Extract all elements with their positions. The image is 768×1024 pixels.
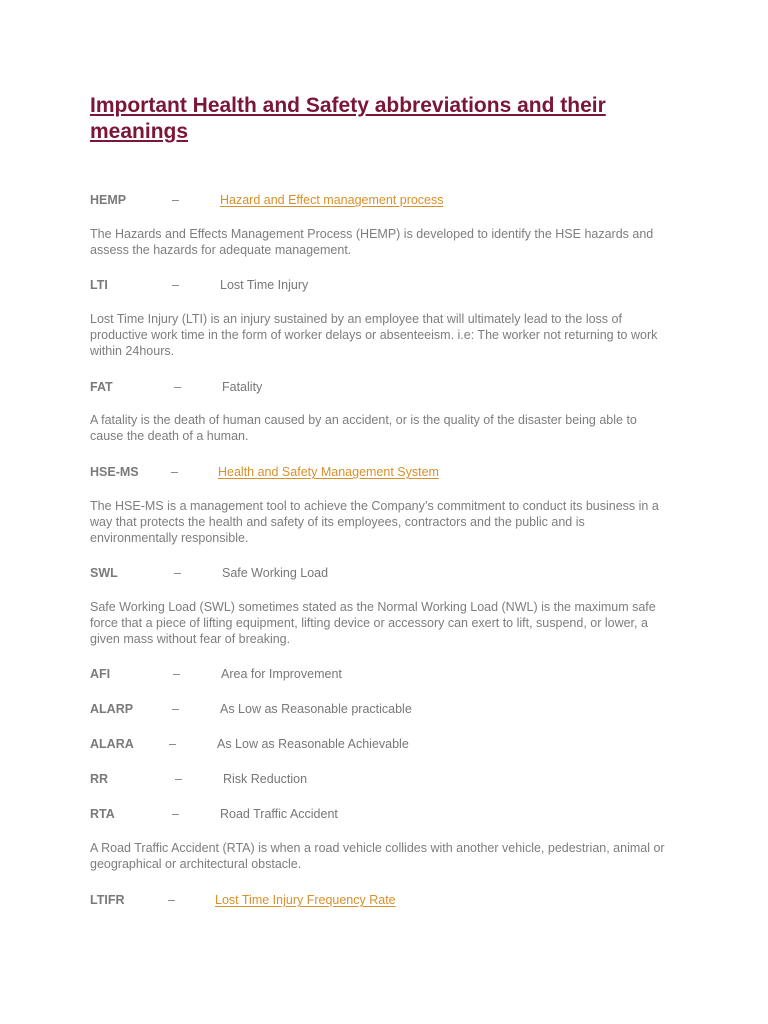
abbr-term: RTA xyxy=(90,807,115,821)
abbr-meaning: Road Traffic Accident xyxy=(220,807,338,821)
abbr-meaning: Safe Working Load xyxy=(222,566,329,580)
abbr-dash: – xyxy=(171,465,178,479)
abbr-term: FAT xyxy=(90,380,113,394)
abbr-dash: – xyxy=(172,193,179,207)
abbr-dash: – xyxy=(174,380,181,394)
abbr-term: AFI xyxy=(90,667,111,681)
abbr-dash: – xyxy=(173,667,180,681)
definition-paragraph-rta: A Road Traffic Accident (RTA) is when a road vehicle collides with another vehicle, pedestrian, animal or geographical or architectural obstacle. xyxy=(90,841,665,871)
abbr-meaning: Risk Reduction xyxy=(223,772,308,786)
definition-paragraph-hse-ms: The HSE-MS is a management tool to achieve the Company’s commitment to conduct its business in a way that protects the health and safety of its employees, contractors and the public and is environmentally responsible. xyxy=(90,499,659,545)
definition-paragraph-hemp: The Hazards and Effects Management Process (HEMP) is developed to identify the HSE hazards and assess the hazards for adequate management. xyxy=(90,227,654,257)
page-title: Important Health and Safety abbreviations and their meanings xyxy=(90,94,606,143)
abbr-term: ALARA xyxy=(90,737,134,751)
abbr-meaning: Fatality xyxy=(222,380,263,394)
abbr-dash: – xyxy=(175,772,182,786)
abbr-meaning: As Low as Reasonable practicable xyxy=(220,702,412,716)
abbr-term: HSE-MS xyxy=(90,465,139,479)
definition-paragraph-lti: Lost Time Injury (LTI) is an injury sustained by an employee that will ultimately lead to the loss of productive work time in the form of worker delays or absenteeism. i.e: The worker not returning to work within 24hours. xyxy=(90,312,658,358)
abbr-meaning-link[interactable]: Hazard and Effect management process xyxy=(220,193,444,207)
abbr-term: LTIFR xyxy=(90,893,125,907)
abbr-dash: – xyxy=(172,807,179,821)
abbr-term: ALARP xyxy=(90,702,134,716)
abbr-term: RR xyxy=(90,772,109,786)
abbr-meaning: Area for Improvement xyxy=(221,667,342,681)
abbr-term: SWL xyxy=(90,566,118,580)
abbr-dash: – xyxy=(172,278,179,292)
abbr-term: LTI xyxy=(90,278,108,292)
abbr-term: HEMP xyxy=(90,193,127,207)
abbr-meaning-link[interactable]: Health and Safety Management System xyxy=(218,465,439,479)
abbr-dash: – xyxy=(169,737,176,751)
definition-paragraph-swl: Safe Working Load (SWL) sometimes stated as the Normal Working Load (NWL) is the maximum safe force that a piece of lifting equipment, lifting device or accessory can exert to lift, suspend, or lower, a given mass without fear of breaking. xyxy=(90,600,656,646)
abbr-dash: – xyxy=(172,702,179,716)
abbr-meaning: As Low as Reasonable Achievable xyxy=(217,737,409,751)
abbr-dash: – xyxy=(168,893,175,907)
abbr-meaning: Lost Time Injury xyxy=(220,278,309,292)
abbr-dash: – xyxy=(174,566,181,580)
abbr-meaning-link[interactable]: Lost Time Injury Frequency Rate xyxy=(215,893,396,907)
definition-paragraph-fat: A fatality is the death of human caused by an accident, or is the quality of the disaster being able to cause the death of a human. xyxy=(90,413,637,443)
